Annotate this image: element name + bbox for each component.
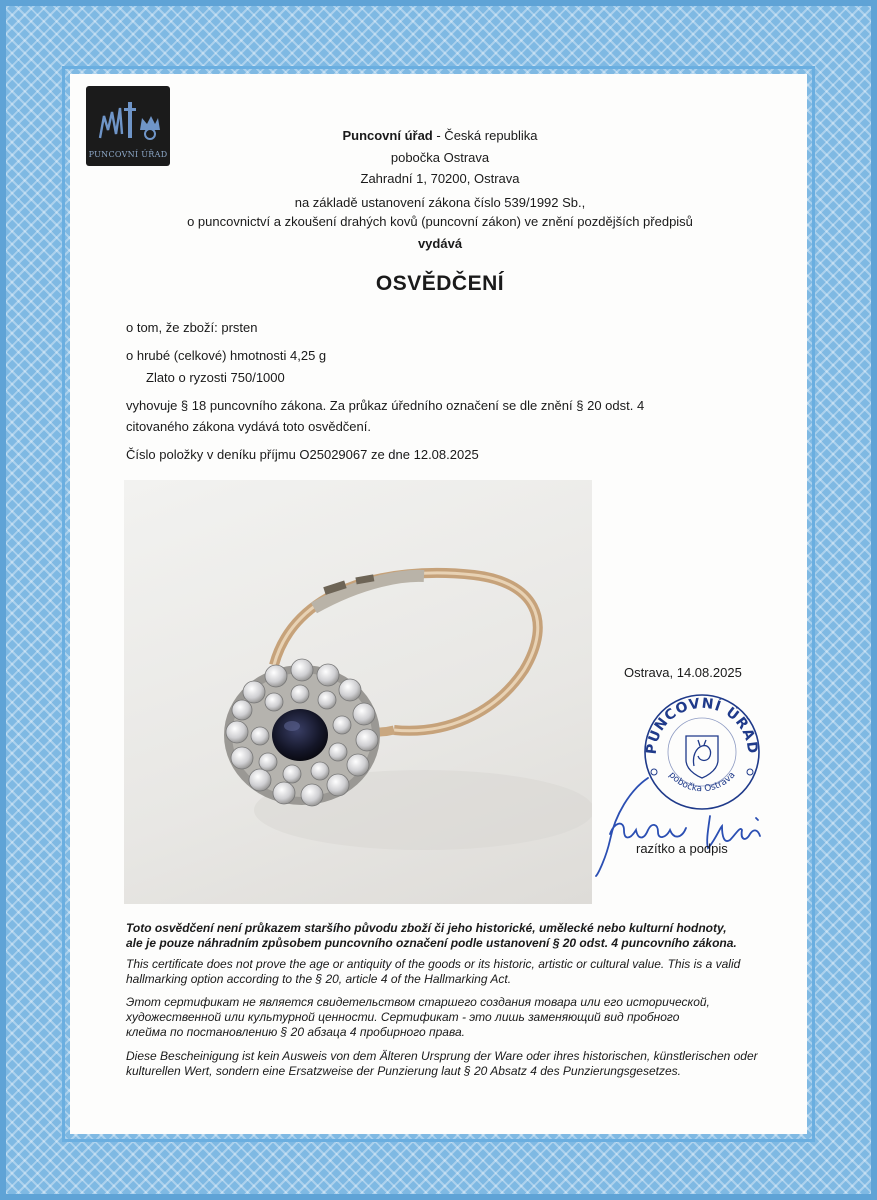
law-line-1: na základě ustanovení zákona číslo 539/1992 Sb., [294,195,586,210]
disclaimer-german-line: kulturellen Wert, sondern eine Ersatzweise der Punzierung laut § 20 Absatz 4 des Punzierungsgesetzes. [126,1064,681,1078]
disclaimer-german-line: Diese Bescheinigung ist kein Ausweis von dem Älteren Ursprung der Ware oder ihres historischen, künstlerischen oder [126,1049,758,1063]
office-line [120,128,760,143]
issues-line: vydává [417,236,463,251]
ring-photo [124,480,592,904]
law-line-2: o puncovnictví a zkoušení drahých kovů (puncovní zákon) ve znění pozdějších předpisů [187,214,693,229]
compliance-line-1: vyhovuje § 18 puncovního zákona. Za průkaz úředního označení se dle znění § 20 odst. 4 [126,398,645,413]
place-date: Ostrava, 14.08.2025 [624,665,742,680]
logo-text: PUNCOVNÍ ÚŘAD [88,150,168,159]
disclaimer-russian-line: Этот сертификат не является свидетельством старшего создания товара или его исторической, [126,995,710,1009]
address-line: Zahradní 1, 70200, Ostrava [360,171,520,186]
registry-number-line: Číslo položky v deníku příjmu O25029067 ze dne 12.08.2025 [126,447,479,462]
ring-image [124,480,592,904]
disclaimer-czech-line: Toto osvědčení není průkazem staršího původu zboží či jeho historické, umělecké nebo kulturní hodnoty, [126,921,727,935]
handwritten-signature [590,770,780,880]
disclaimer-english [126,957,766,987]
disclaimer-czech-line: ale je pouze náhradním způsobem puncovního označení podle ustanovení § 20 odst. 4 puncovního zákona. [126,936,737,950]
disclaimer-english-line: This certificate does not prove the age or antiquity of the goods or its historic, artistic or cultural value. This is a valid [126,957,741,971]
disclaimer-russian [126,995,766,1040]
item-line: o tom, že zboží: prsten [126,320,258,335]
office-country: - Česká republika [432,128,538,143]
disclaimer-russian-line: клейма по постановлению § 20 абзаца 4 пробирного права. [126,1025,465,1039]
disclaimer-english-line: hallmarking option according to the § 20, article 4 of the Hallmarking Act. [126,972,512,986]
disclaimer-czech [126,921,766,951]
branch-line: pobočka Ostrava [390,150,490,165]
office-name: Puncovní úřad [342,128,433,143]
stamp-text-top: PUNCOVNÍ ÚŘAD [643,695,761,756]
compliance-line-2: citovaného zákona vydává toto osvědčení. [126,419,371,434]
certificate-title: OSVĚDČENÍ [375,272,505,295]
stamp-text-bottom: pobočka Ostrava [666,770,738,795]
weight-line: o hrubé (celkové) hmotnosti 4,25 g [126,348,327,363]
gold-fineness-line: Zlato o ryzosti 750/1000 [146,370,285,385]
stamp-and-signature-label: razítko a podpis [636,841,728,856]
disclaimer-russian-line: художественной или культурной ценности. Сертификат - это лишь заменяющий вид пробного [126,1010,680,1024]
disclaimer-german [126,1049,766,1079]
